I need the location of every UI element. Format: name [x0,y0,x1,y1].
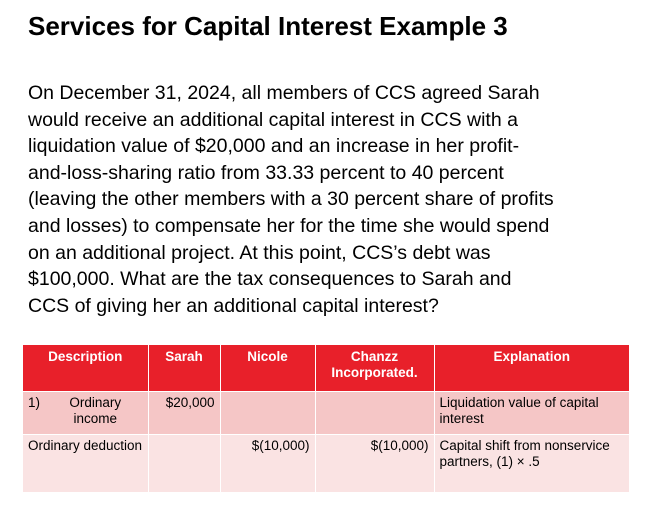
problem-text [28,80,628,319]
problem-text-line: and losses) to compensate her for the time she would spend [28,214,550,237]
cell-sarah: $20,000 [148,392,220,435]
problem-text-line: and-loss-sharing ratio from 33.33 percent to 40 percent [28,161,504,184]
cell-nicole [220,392,315,435]
problem-text-line: CCS of giving her an additional capital interest? [28,294,439,317]
table-header-row [23,345,629,392]
table-row [23,435,629,493]
header-sarah: Sarah [148,345,220,392]
problem-text-line: on an additional project. At this point, CCS’s debt was [28,241,491,264]
cell-explanation: Capital shift from nonservice partners, (1) × .5 [434,435,629,493]
table-row [23,392,629,435]
header-description: Description [23,345,148,392]
tax-consequences-table [23,345,629,492]
problem-text-line: liquidation value of $20,000 and an increase in her profit- [28,135,520,158]
slide-title: Services for Capital Interest Example 3 [28,11,508,41]
description-text: Ordinary income [69,395,122,426]
cell-description [23,392,148,435]
cell-sarah [148,435,220,493]
header-explanation: Explanation [434,345,629,392]
cell-explanation: Liquidation value of capital interest [434,392,629,435]
cell-chanzz: $(10,000) [315,435,434,493]
row-number: 1) [28,395,41,410]
cell-chanzz [315,392,434,435]
problem-text-line: On December 31, 2024, all members of CCS agreed Sarah [28,82,540,104]
problem-text-line: would receive an additional capital interest in CCS with a [28,108,518,131]
cell-description [23,435,148,493]
problem-text-line: (leaving the other members with a 30 percent share of profits [28,188,554,211]
cell-nicole: $(10,000) [220,435,315,493]
header-chanzz-incorporated: Chanzz Incorporated. [315,345,434,392]
problem-text-line: $100,000. What are the tax consequences to Sarah and [28,268,512,291]
header-nicole: Nicole [220,345,315,392]
description-text: Ordinary deduction [28,438,143,453]
